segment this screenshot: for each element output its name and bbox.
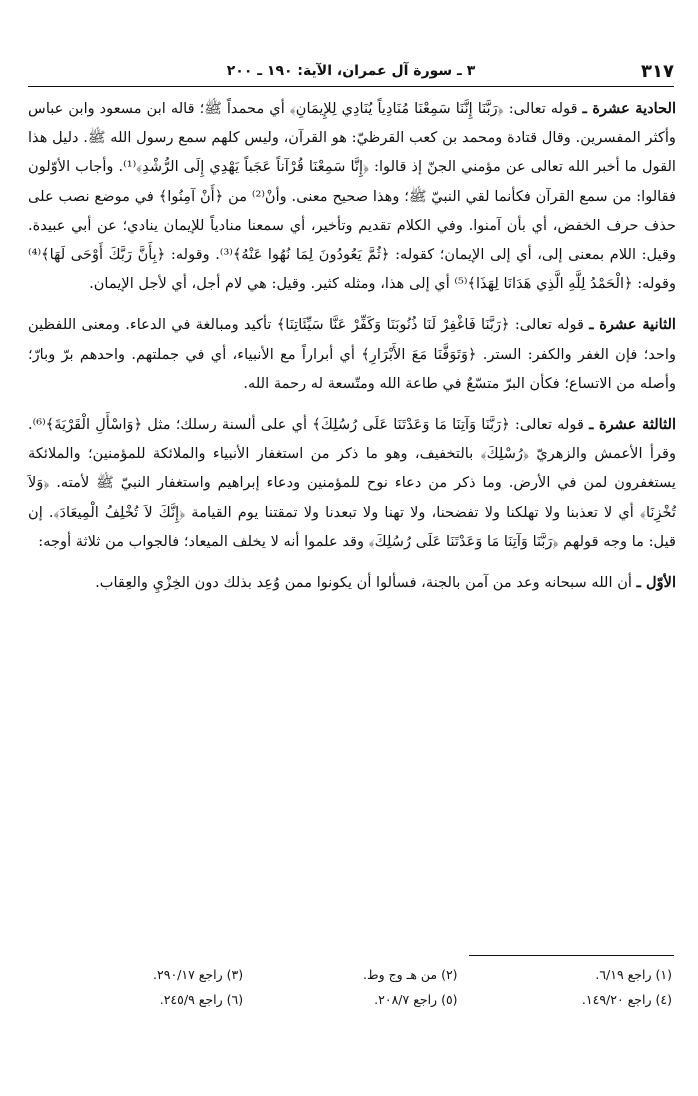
paragraph-gap: [28, 556, 676, 568]
footnote-row: [28, 987, 672, 1012]
footnote: (٤) راجع ١٤٩/٢٠.: [581, 992, 672, 1007]
section-lead: الثالثة عشرة ـ: [589, 416, 677, 434]
footnote-rule: [469, 955, 674, 956]
section-paragraph: [28, 410, 676, 556]
footnote: (٥) راجع ٢٠٨/٧.: [374, 992, 458, 1007]
footnotes: [28, 962, 672, 1012]
footnote: (١) راجع ٦/١٩.: [595, 967, 672, 982]
running-title: ٣ ـ سورة آل عمران، الآية: ١٩٠ ـ ٢٠٠: [226, 63, 476, 79]
page-number: ٣١٧: [641, 60, 674, 82]
section-text: قوله تعالى: ﴿رَبَّنَا وَآتِنَا مَا وَعَدْتَنَا عَلَى رُسُلِكَ﴾ أي على ألسنة رسلك؛ مثل ﴿وَاسْأَلِ الْقَرْيَةَ﴾⁽⁶⁾. وقرأ الأعمش والزهريّ ﴿رُسْلِكَ﴾ بالتخفيف، وهو ما ذكر من استغفار الأنبياء والملائكة للمؤمنين؛ والملائكة يستغفرون لمن في الأرض. وما ذكر من دعاء نوح للمؤمنين ودعاء إبراهيم واستغفار النبيّ ﷺ لأمته. ﴿وَلاَ تُخْزِنَا﴾ أي لا تعذبنا ولا تهلكنا ولا تفضحنا، ولا تهنا ولا تبعدنا ولا تمقتنا يوم القيامة ﴿إِنَّكَ لاَ تُخْلِفُ الْمِيعَادَ﴾. إن قيل: ما وجه قولهم ﴿رَبَّنَا وَآتِنَا مَا وَعَدْتَنَا عَلَى رُسُلِكَ﴾ وقد علموا أنه لا يخلف الميعاد؛ فالجواب من ثلاثة أوجه:: [28, 416, 676, 550]
section-paragraph: [28, 310, 676, 398]
page-header: [28, 56, 674, 86]
paragraph-gap: [28, 298, 676, 310]
section-lead: الثانية عشرة ـ: [589, 316, 676, 334]
footnote: (٣) راجع ٢٩٠/١٧.: [153, 967, 244, 982]
section-paragraph: [28, 94, 676, 298]
section-lead: الأوّل ـ: [636, 574, 676, 592]
footnote: (٦) راجع ٢٤٥/٩.: [159, 992, 244, 1007]
section-lead: الحادية عشرة ـ: [582, 100, 677, 117]
section-text: أن الله سبحانه وعد من آمن بالجنة، فسألوا أن يكونوا ممن وُعِد بذلك دون الخِزْيِ والعِقاب.: [95, 574, 632, 592]
section-text: قوله تعالى: ﴿رَبَّنَا فَاغْفِرْ لَنَا ذُنُوبَنَا وَكَفِّرْ عَنَّا سَيِّئَاتِنَا﴾ تأكيد ومبالغة في الدعاء. ومعنى اللفظين واحد؛ فإن الغفر والكفر: الستر. ﴿وَتَوَفَّنَا مَعَ الأَبْرَارِ﴾ أي أبراراً مع الأنبياء، أي في جملتهم. واحدهم برّ وبارّ؛ وأصله من الاتساع؛ فكأن البرّ متسّعٌ في طاعة الله ومتّسعة له رحمة الله.: [28, 316, 676, 392]
footnote: (٢) من هـ وج وط.: [363, 967, 458, 982]
section-paragraph: [28, 568, 676, 597]
page-body: [28, 94, 676, 597]
paragraph-gap: [28, 398, 676, 410]
section-text: قوله تعالى: ﴿رَبَّنَا إِنَّنَا سَمِعْنَا مُنَادِياً يُنَادِي لِلإِيمَانِ﴾ أي محمداً ﷺ؛ قاله ابن مسعود وابن عباس وأكثر المفسرين. وقال قتادة ومحمد بن كعب القرظيّ: هو القرآن، وليس كلهم سمع رسول الله ﷺ. دليل هذا القول ما أخبر الله تعالى عن مؤمني الجنّ إذ قالوا: ﴿إِنَّا سَمِعْنَا قُرْآناً عَجَباً يَهْدِي إِلَى الرُّشْدِ﴾⁽¹⁾. وأجاب الأوّلون فقالوا: من سمع القرآن فكأنما لقي النبيّ ﷺ؛ وهذا صحيح معنى. وأنْ⁽²⁾ من ﴿أَنْ آمِنُوا﴾ في موضع نصب على حذف حرف الخفض، أي بأن آمنوا. وفي الكلام تقديم وتأخير، أي سمعنا منادياً للإيمان ينادي؛ عن أبي عبيدة. وقيل: اللام بمعنى إلى، أي إلى الإيمان؛ كقوله: ﴿ثُمَّ يَعُودُونَ لِمَا نُهُوا عَنْهُ﴾⁽³⁾. وقوله: ﴿بِأَنَّ رَبَّكَ أَوْحَى لَهَا﴾⁽⁴⁾ وقوله: ﴿الْحَمْدُ لِلَّهِ الَّذِي هَدَانَا لِهَذَا﴾⁽⁵⁾ أي إلى هذا، ومثله كثير. وقيل: هي لام أجل، أي لأجل الإيمان.: [28, 100, 676, 293]
header-rule: [28, 86, 674, 87]
footnote-row: [28, 962, 672, 987]
